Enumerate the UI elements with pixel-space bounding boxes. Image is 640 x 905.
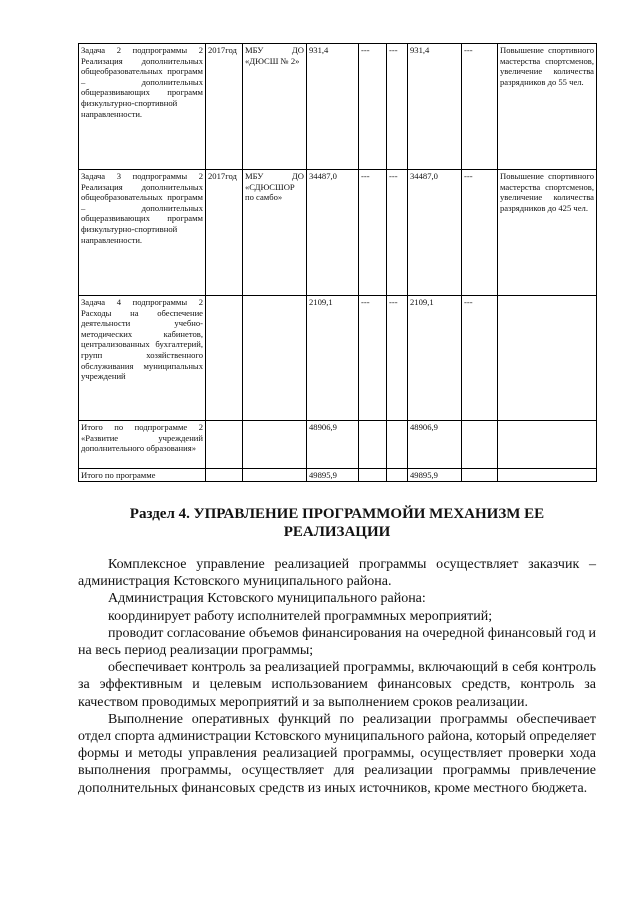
paragraph: Комплексное управление реализацией программы осуществляет заказчик – администрация Кстовского муниципального района.	[78, 557, 596, 590]
amount-cell: ---	[359, 44, 387, 170]
year-cell	[206, 296, 243, 421]
table-row	[79, 469, 597, 482]
result-cell	[498, 469, 597, 482]
result-cell	[498, 421, 597, 469]
total-cell: 49895,9	[307, 469, 359, 482]
amount-cell	[387, 469, 408, 482]
amount-cell: 34487,0	[408, 170, 462, 296]
subtotal-label-cell: Итого по подпрограмме 2 «Развитие учреждений дополнительного образования»	[79, 421, 206, 469]
table-row	[79, 44, 597, 170]
amount-cell	[462, 421, 498, 469]
paragraph: обеспечивает контроль за реализацией программы, включающий в себя контроль за эффективным и целевым использованием финансовых средств, контроль за качеством проводимых мероприятий и за выполнением сроков реализации.	[78, 660, 596, 710]
amount-cell: ---	[462, 44, 498, 170]
amount-cell	[462, 469, 498, 482]
amount-cell: ---	[462, 170, 498, 296]
executor-cell: МБУ ДО «ДЮСШ № 2»	[243, 44, 307, 170]
amount-cell: ---	[462, 296, 498, 421]
year-cell	[206, 421, 243, 469]
section-heading: Раздел 4. УПРАВЛЕНИЕ ПРОГРАММОЙИ МЕХАНИЗМ ЕЕ РЕАЛИЗАЦИИ	[129, 506, 545, 540]
total-cell: 48906,9	[307, 421, 359, 469]
year-cell: 2017год	[206, 44, 243, 170]
amount-cell: ---	[387, 170, 408, 296]
executor-cell	[243, 469, 307, 482]
paragraph: проводит согласование объемов финансирования на очередной финансовый год и на весь период реализации программы;	[78, 625, 596, 659]
total-cell: 931,4	[307, 44, 359, 170]
paragraph: Администрация Кстовского муниципального района:	[108, 591, 426, 607]
table-row	[79, 296, 597, 421]
result-cell: Повышение спортивного мастерства спортсменов, увеличение количества разрядников до 55 чел.	[498, 44, 597, 170]
total-cell: 34487,0	[307, 170, 359, 296]
task-cell: Задача 4 подпрограммы 2 Расходы на обеспечение деятельности учебно-методических кабинетов, централизованных бухгалтерий, групп хозяйственного обслуживания муниципальных учреждений	[79, 296, 206, 421]
executor-cell: МБУ ДО «СДЮСШОР по самбо»	[243, 170, 307, 296]
amount-cell	[387, 421, 408, 469]
executor-cell	[243, 296, 307, 421]
amount-cell: 931,4	[408, 44, 462, 170]
amount-cell	[359, 421, 387, 469]
paragraph: Выполнение оперативных функций по реализации программы обеспечивает отдел спорта администрации Кстовского муниципального района, который определяет формы и методы управления реализацией программы, осуществляет проверки хода выполнения программы, осуществляет для реализации программы привлечение дополнительных финансовых средств из иных источников, кроме местного бюджета.	[78, 711, 597, 796]
amount-cell: ---	[359, 296, 387, 421]
executor-cell	[243, 421, 307, 469]
amount-cell: ---	[359, 170, 387, 296]
paragraph: координирует работу исполнителей программных мероприятий;	[108, 608, 493, 624]
table-row	[79, 421, 597, 469]
task-cell: Задача 3 подпрограммы 2 Реализация дополнительных общеобразовательных программ – дополнительных общеразвивающих программ физкультурно-спортивной направленности.	[79, 170, 206, 296]
amount-cell: 2109,1	[408, 296, 462, 421]
amount-cell: 48906,9	[408, 421, 462, 469]
amount-cell: ---	[387, 296, 408, 421]
total-cell: 2109,1	[307, 296, 359, 421]
amount-cell: ---	[387, 44, 408, 170]
amount-cell: 49895,9	[408, 469, 462, 482]
result-cell	[498, 296, 597, 421]
total-label-cell: Итого по программе	[79, 469, 206, 482]
year-cell: 2017год	[206, 170, 243, 296]
task-cell: Задача 2 подпрограммы 2 Реализация дополнительных общеобразовательных программ – дополнительных общеразвивающих программ физкультурно-спортивной направленности.	[79, 44, 206, 170]
year-cell	[206, 469, 243, 482]
program-table	[78, 43, 597, 482]
table-row	[79, 170, 597, 296]
result-cell: Повышение спортивного мастерства спортсменов, увеличение количества разрядников до 425 чел.	[498, 170, 597, 296]
section-body	[78, 556, 596, 797]
amount-cell	[359, 469, 387, 482]
